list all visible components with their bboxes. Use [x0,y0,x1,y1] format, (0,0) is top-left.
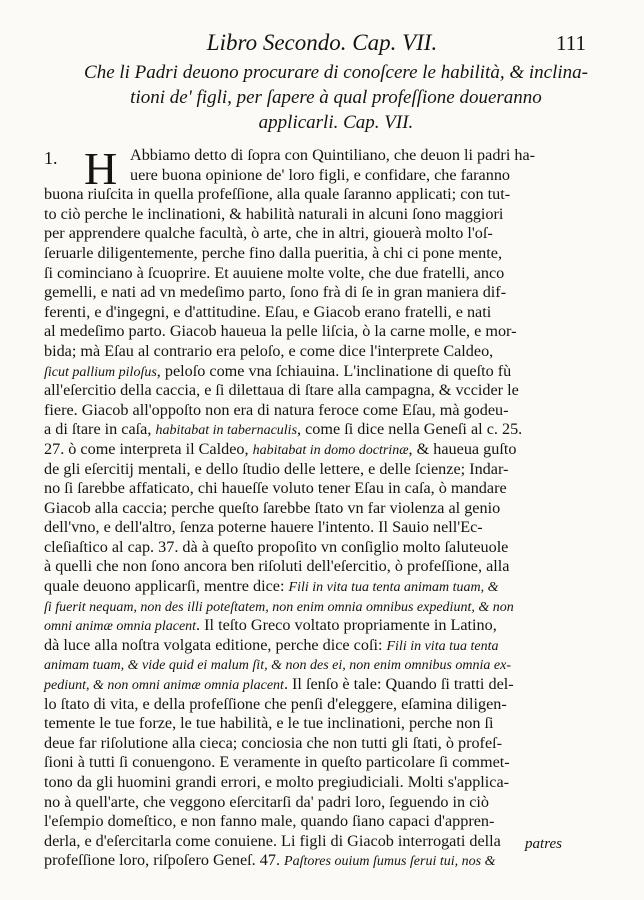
text-run: , come ſi dice nella Geneſi al c. 25. [297,420,523,439]
catchword: patres [525,836,562,852]
running-title: Libro Secondo. Cap. VII. [206,30,438,55]
text-line [44,734,614,754]
text-line [44,381,614,401]
text-run: a di ſtare in caſa, [44,420,156,439]
latin-quotation: animam tuam, & vide quid ei malum ſit, & non des ei, non enim omnibus omnia ex- [44,658,511,674]
text-run: bida; mà Eſau al contrario era peloſo, e come dice l'interprete Caldeo, [44,341,494,360]
text-line [44,753,614,773]
text-line [44,460,614,480]
text-run: buona riuſcita in quella profeſſione, alla quale ſaranno applicati; con tut- [44,185,511,204]
text-run: quale deuono applicarſi, mentre dice: [44,577,289,596]
text-run: profeſſione loro, riſpoſero Geneſ. 47. [44,851,285,870]
text-line [44,146,614,166]
text-line [44,597,614,617]
text-run: Abbiamo detto di ſopra con Quintiliano, che deuon li padri ha- [130,146,536,164]
text-line [44,205,614,225]
latin-quotation: Paſtores ouium ſumus ſerui tui, nos & [284,854,496,870]
text-run: cleſiaſtico al cap. 37. dà à queſto propoſito vn conſiglio molto ſaluteuole [44,537,509,556]
text-line [44,342,614,362]
text-line [44,166,614,186]
text-line [44,518,614,538]
text-run: al medeſimo parto. Giacob haueua la pelle liſcia, ò la carne molle, e mor- [44,322,517,341]
text-run: Giacob alla caccia; perche queſto ſarebbe ſtato vn far violenza al genio [44,498,501,517]
text-run: , peloſo come vna ſchiauina. L'inclinatione di queſto fù [156,361,512,380]
text-run: per apprendere qualche facultà, ò arte, che in altri, giouerà molto l'oſ- [44,224,493,243]
text-run: deue far riſolutione alla cieca; conciosia che non tutti gli ſtati, ò profeſ- [44,733,503,752]
text-line [44,479,614,499]
text-line [44,675,614,695]
text-run: derla, e d'eſercitarla come conuiene. Li figli di Giacob interrogati della [44,831,501,850]
text-line [44,773,614,793]
text-line [44,420,614,440]
text-line [44,577,614,597]
text-line [44,440,614,460]
text-run: all'eſercitio della caccia, e ſi dilettaua di ſtare alla campagna, & vccider le [44,381,519,400]
latin-quotation: pediunt, & non omni animæ omnia placent [44,678,284,694]
text-run: ferenti, e d'ingegni, e d'attitudine. Eſau, e Giacob erano fratelli, e nati [44,302,492,321]
latin-quotation: Fili in vita tua tenta animam tuam, & [288,580,499,596]
text-run: de gli eſercitij mentali, e dello ſtudio delle lettere, e delle ſcienze; Indar- [44,459,509,478]
text-run: ſioni à tutti ſi conuengono. E veramente in queſto particolare ſi commet- [44,753,510,772]
text-run: dà luce alla noſtra volgata editione, perche dice coſi: [44,635,387,654]
text-line [44,185,614,205]
text-line [44,616,614,636]
text-line [44,283,614,303]
page-number: 111 [556,31,586,55]
text-line [44,244,614,264]
text-run: dell'vno, e dell'altro, ſenza poterne hauere l'intento. Il Sauio nell'Ec- [44,518,483,537]
text-run: gemelli, e nati ad vn medeſimo parto, ſono frà di ſe in gran maniera dif- [44,283,507,302]
text-line [44,224,614,244]
latin-quotation: habitabat in domo doctrinæ [252,442,409,458]
text-run: 27. ò come interpreta il Caldeo, [44,439,253,458]
latin-quotation: ſicut pallium piloſus [44,364,157,380]
text-run: uere buona opinione de' loro figli, e confidare, che faranno [130,165,511,184]
text-line [44,851,614,871]
text-run: fiere. Giacob all'oppoſto non era di natura feroce come Eſau, mà godeu- [44,400,509,419]
text-run: l'eſempio domeſtico, e non fanno male, quando ſiano capaci d'appren- [44,812,495,831]
text-run: . Il ſenſo è tale: Quando ſi tratti del- [283,675,514,694]
chapter-heading-line: tioni de' figli, per ſapere à qual profeſſione doueranno [130,87,542,108]
latin-quotation: habitabat in tabernaculis [155,423,298,439]
text-line [44,538,614,558]
text-line [44,401,614,421]
text-line [44,793,614,813]
latin-quotation: Fili in vita tua tenta [386,638,499,654]
text-line [44,362,614,382]
text-line [44,264,614,284]
text-run: à quelli che non ſono ancora ben riſoluti dell'eſercitio, ò profeſſione, alla [44,557,510,576]
text-run: ſi cominciano à ſcuoprire. Et auuiene molte volte, che due fratelli, anco [44,263,505,282]
chapter-heading-line: Che li Padri deuono procurare di conoſcere le habilità, & inclina- [84,62,588,83]
text-run: temente le tue forze, le tue habilità, e le tue inclinationi, perche non ſi [44,714,494,733]
running-head [0,30,644,56]
drop-cap: H [84,143,118,194]
latin-quotation: omni animæ omnia placent [44,619,197,635]
latin-quotation: ſi fuerit nequam, non des illi poteſtatem, non enim omnia omnibus expediunt, & non [44,599,514,615]
chapter-heading [58,60,614,135]
text-line [44,695,614,715]
text-run: ſeruarle diligentemente, perche fino dalla pueritia, à chi ci pone mente, [44,243,502,262]
text-line [44,303,614,323]
text-run: . Il teſto Greco voltato propriamente in Latino, [196,616,497,635]
text-line [44,812,614,832]
text-line [44,322,614,342]
text-run: lo ſtato di vita, e della profeſſione che penſi d'eleggere, eſamina diligen- [44,694,507,713]
text-run: no à quell'arte, che veggono eſercitarſi da' padri loro, ſeguendo in ciò [44,792,489,811]
text-run: no ſi ſarebbe affaticato, chi haueſſe voluto tener Eſau in caſa, ò mandare [44,479,507,498]
text-run: , & haueua guſto [408,439,517,458]
text-line [44,499,614,519]
text-line [44,655,614,675]
text-run: tono da gli huomini grandi errori, e molto pregiudiciali. Molti s'applica- [44,773,510,791]
text-run: to ciò perche le inclinationi, & habilità naturali in alcuni ſono maggiori [44,204,504,223]
paragraph-number: 1. [44,148,58,168]
body-text [44,143,614,871]
chapter-heading-line: applicarli. Cap. VII. [258,112,414,133]
text-line [44,636,614,656]
text-line [44,557,614,577]
text-line [44,714,614,734]
